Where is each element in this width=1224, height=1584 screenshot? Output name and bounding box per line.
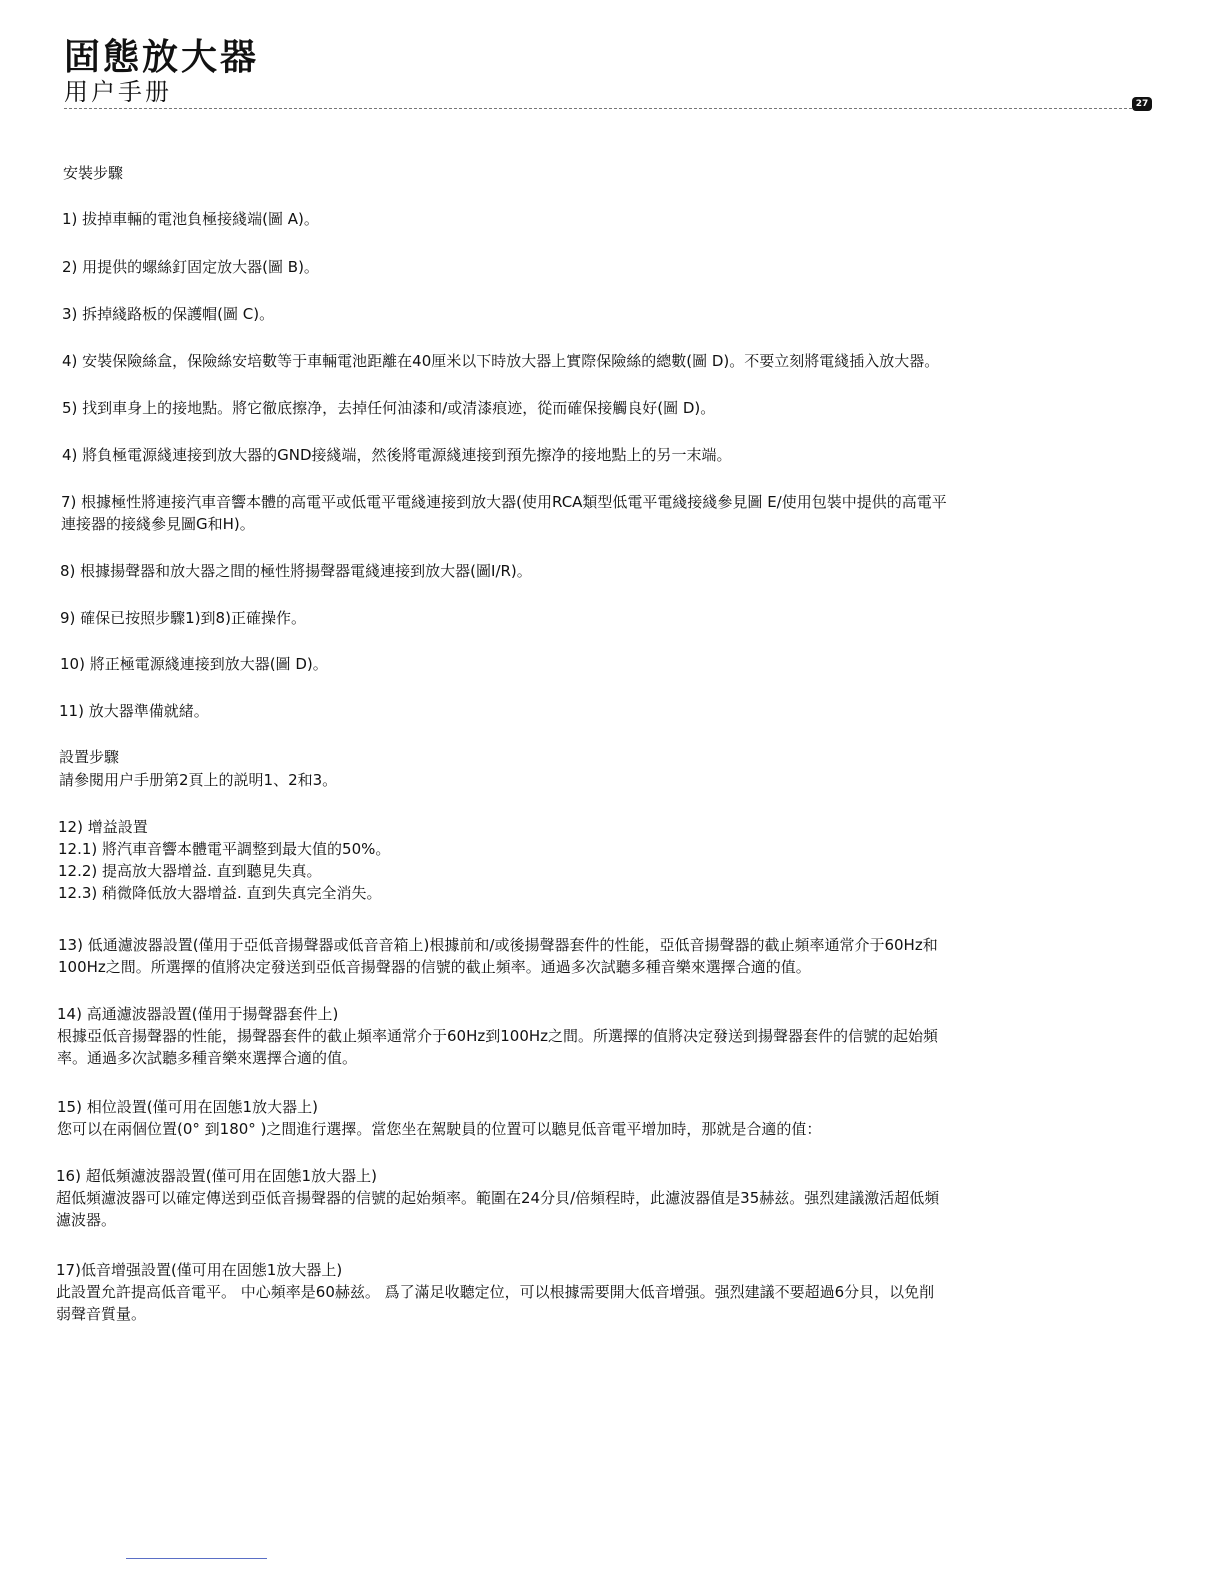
setup-intro: 請參閱用户手册第2頁上的説明1、2和3。	[59, 771, 338, 789]
page-subtitle: 用户手册	[64, 78, 172, 106]
footer-line	[126, 1558, 267, 1559]
install-step: 2) 用提供的螺絲釘固定放大器(圖 B)。	[62, 258, 319, 276]
install-step: 10) 將正極電源綫連接到放大器(圖 D)。	[60, 655, 328, 673]
install-step: 4) 安裝保險絲盒，保險絲安培數等于車輛電池距離在40厘米以下時放大器上實際保險絲的總數(圖 D)。不要立刻將電綫插入放大器。	[62, 352, 940, 370]
install-step: 1) 拔掉車輛的電池負極接綫端(圖 A)。	[62, 210, 319, 228]
page-number-badge: 27	[1132, 97, 1152, 111]
setup-section: 13) 低通濾波器設置(僅用于亞低音揚聲器或低音音箱上)根據前和/或後揚聲器套件的性能，亞低音揚聲器的截止頻率通常介于60Hz和 100Hz之間。所選擇的值將决定發送到亞低音揚聲器的信號的截止頻率。通過多次試聽多種音樂來選擇合適的值。	[58, 936, 938, 976]
page-title: 固態放大器	[64, 37, 260, 78]
install-step: 4) 將負極電源綫連接到放大器的GND接綫端，然後將電源綫連接到預先擦净的接地點上的另一末端。	[62, 446, 732, 464]
install-step: 9) 確保已按照步驟1)到8)正確操作。	[60, 609, 306, 627]
install-step: 7) 根據極性將連接汽車音響本體的高電平或低電平電綫連接到放大器(使用RCA類型低電平電綫接綫參見圖 E/使用包裝中提供的高電平 連接器的接綫參見圖G和H)。	[61, 493, 947, 533]
install-step: 11) 放大器準備就緒。	[59, 702, 209, 720]
setup-section: 12) 增益設置 12.1) 將汽車音響本體電平調整到最大值的50%。 12.2) 提高放大器增益. 直到聽見失真。 12.3) 稍微降低放大器增益. 直到失真完全消失。	[58, 818, 391, 902]
setup-section: 16) 超低頻濾波器設置(僅可用在固態1放大器上) 超低頻濾波器可以確定傳送到亞低音揚聲器的信號的起始頻率。範圍在24分貝/倍頻程時，此濾波器值是35赫兹。强烈建議激活超低頻 濾波器。	[56, 1167, 940, 1229]
setup-heading: 設置步驟	[59, 748, 120, 766]
header-divider	[64, 108, 1132, 109]
install-step: 5) 找到車身上的接地點。將它徹底擦净，去掉任何油漆和/或清漆痕迹，從而確保接觸良好(圖 D)。	[62, 399, 716, 417]
install-step: 8) 根據揚聲器和放大器之間的極性將揚聲器電綫連接到放大器(圖I/R)。	[60, 562, 532, 580]
setup-section: 15) 相位設置(僅可用在固態1放大器上) 您可以在兩個位置(0° 到180° )之間進行選擇。當您坐在駕駛員的位置可以聽見低音電平增加時，那就是合適的值：	[57, 1098, 822, 1138]
install-step: 3) 拆掉綫路板的保護帽(圖 C)。	[62, 305, 275, 323]
setup-section: 17)低音增强設置(僅可用在固態1放大器上) 此設置允許提高低音電平。 中心頻率是60赫兹。 爲了滿足收聽定位，可以根據需要開大低音增强。强烈建議不要超過6分貝，以免削 弱聲音質量。	[56, 1261, 935, 1323]
setup-section: 14) 高通濾波器設置(僅用于揚聲器套件上) 根據亞低音揚聲器的性能，揚聲器套件的截止頻率通常介于60Hz到100Hz之間。所選擇的值將决定發送到揚聲器套件的信號的起始頻 率。通過多次試聽多種音樂來選擇合適的值。	[57, 1005, 939, 1067]
install-heading: 安裝步驟	[63, 164, 124, 182]
